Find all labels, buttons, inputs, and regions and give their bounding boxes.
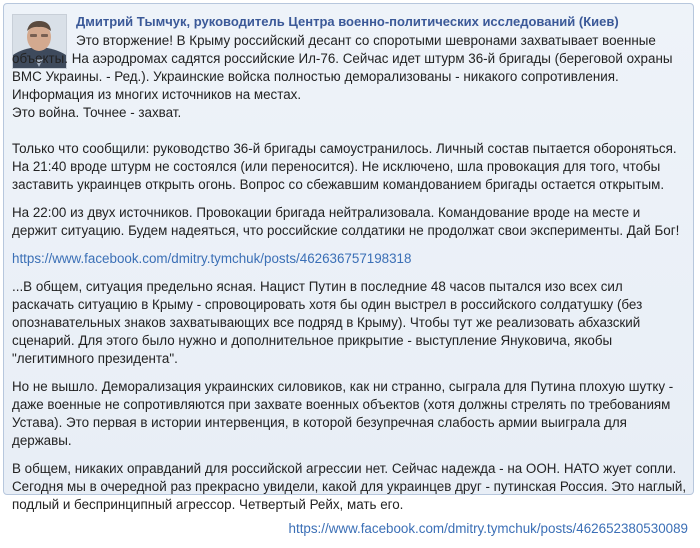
- paragraph-3: На 22:00 из двух источников. Провокации бригада нейтрализовала. Командование вроде на месте и держит ситуацию. Будем надеяться, что российские солдатики не продолжат свои эксперименты. Дай Бог!: [12, 205, 680, 238]
- paragraph-1-first-line: Это вторжение! В Крыму российский десант со споротыми шевронами захватывает военные: [76, 33, 656, 48]
- facebook-link-1[interactable]: https://www.facebook.com/dmitry.tymchuk/posts/462636757198318: [12, 251, 412, 266]
- facebook-link-2[interactable]: https://www.facebook.com/dmitry.tymchuk/posts/462652380530089: [288, 521, 688, 536]
- paragraph-1-rest: объекты. На аэродромах садятся российские Ил-76. Сейчас идет штурм 36-й бригады (береговой охраны ВМС Украины. - Ред.). Украинские войска полностью деморализованы - никакого сопротивления. Информация из многих источников на местах.: [12, 51, 673, 102]
- paragraph-1: [12, 32, 688, 122]
- link-paragraph-2: [12, 520, 688, 538]
- paragraph-4: ...В общем, ситуация предельно ясная. Нацист Путин в последние 48 часов пытался изо всех сил раскачать ситуацию в Крыму - спровоцировать хотя бы один выстрел в российского солдатушку (без опознавательных знаков захватывающих все подряд в Крыму). Чтобы тут же реализовать абхазский сценарий. Для этого было нужно и дополнительное прикрытие - выступление Януковича, якобы "легитимного президента".: [12, 279, 643, 366]
- post-body: [12, 32, 688, 548]
- link-paragraph-1: [12, 250, 688, 268]
- paragraph-5: Но не вышло. Деморализация украинских силовиков, как ни странно, сыграла для Путина плохую шутку - даже военные не сопротивляются при захвате военных объектов (хотя должны стрелять по требованиям Устава). Это первая в истории интервенция, в которой безупречная слабость армии выиграла для державы.: [12, 379, 674, 448]
- post-card: [3, 3, 694, 536]
- paragraph-2: Только что сообщили: руководство 36-й бригады самоустранилось. Личный состав пытается обороняться. На 21:40 вроде штурм не состоялся (или переносится). Не исключено, шла провокация для того, чтобы заставить украинцев открыть огонь. Вопрос со сбежавшим командованием бригады остается открытым.: [12, 141, 677, 192]
- author-name[interactable]: Дмитрий Тымчук, руководитель Центра военно-политических исследований (Киев): [76, 14, 619, 29]
- paragraph-1-war: Это война. Точнее - захват.: [12, 105, 182, 120]
- paragraph-6: В общем, никаких оправданий для российской агрессии нет. Сейчас надежда - на ООН. НАТО жует сопли. Сегодня мы в очередной раз прекрасно увидели, какой для украинцев друг - путинская Россия. Это наглый, подлый и беспринципный агрессор. Четвертый Рейх, мать его.: [12, 461, 687, 512]
